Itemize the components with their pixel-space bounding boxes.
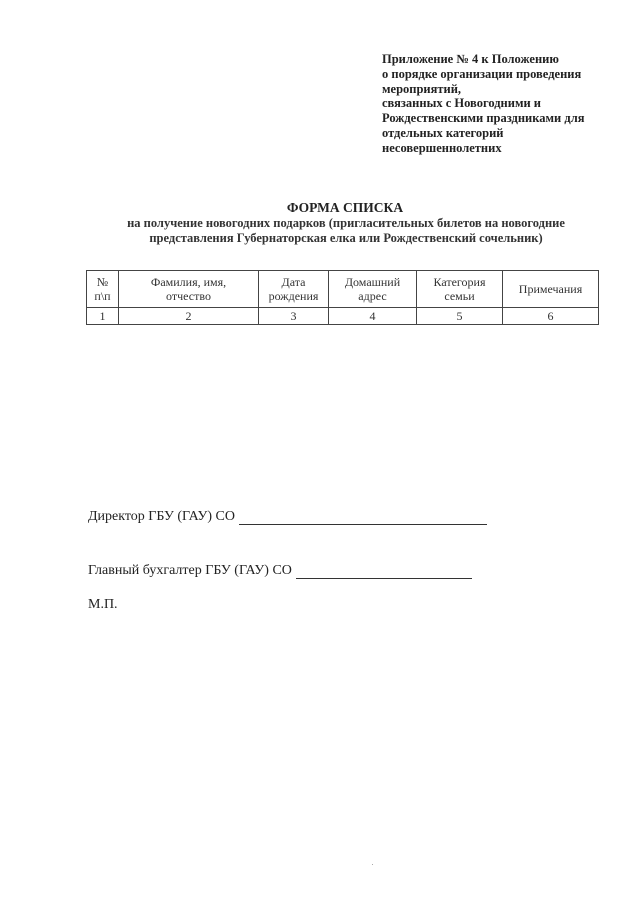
form-title: ФОРМА СПИСКА	[286, 200, 404, 215]
header-number	[87, 271, 119, 308]
header-fullname-line2: отчество	[166, 289, 211, 303]
header-fullname-line1: Фамилия, имя,	[150, 275, 227, 289]
director-signature-row	[88, 509, 487, 525]
appendix-line: связанных с Новогодними и	[382, 96, 541, 111]
accountant-signature-line	[296, 564, 472, 579]
form-subtitle-line: представления Губернаторская елка или Рождественский сочельник)	[149, 231, 543, 245]
form-subtitle	[80, 216, 612, 246]
director-signature-line	[239, 510, 487, 525]
header-category	[417, 271, 503, 308]
table-header-row	[87, 271, 599, 308]
scan-speck	[372, 864, 373, 865]
appendix-line: Приложение № 4 к Положению	[382, 52, 559, 66]
appendix-line: о порядке организации проведения	[382, 66, 582, 81]
table-row	[87, 308, 599, 325]
director-label: Директор ГБУ (ГАУ) СО	[88, 509, 235, 524]
header-address-line1: Домашний	[344, 275, 401, 289]
header-notes-line1: Примечания	[518, 282, 583, 296]
column-number-cell: 6	[503, 308, 599, 325]
column-number-cell: 1	[87, 308, 119, 325]
header-birthdate-line1: Дата	[281, 275, 306, 289]
appendix-line: мероприятий,	[382, 81, 462, 96]
header-fullname	[119, 271, 259, 308]
column-number-cell: 3	[259, 308, 329, 325]
column-number-cell: 4	[329, 308, 417, 325]
header-notes	[503, 271, 599, 308]
header-birthdate	[259, 271, 329, 308]
header-category-line2: семьи	[444, 289, 475, 303]
appendix-line: несовершеннолетних	[382, 140, 502, 155]
accountant-signature-row	[88, 563, 472, 579]
form-subtitle-line: на получение новогодних подарков (пригласительных билетов на новогодние	[127, 216, 565, 230]
header-number-line2: п\п	[94, 289, 111, 303]
list-table	[86, 270, 599, 325]
appendix-line: Рождественскими праздниками для	[382, 111, 585, 126]
header-birthdate-line2: рождения	[268, 289, 319, 303]
header-number-line1: №	[96, 275, 109, 289]
column-number-cell: 5	[417, 308, 503, 325]
header-address	[329, 271, 417, 308]
column-number-cell: 2	[119, 308, 259, 325]
header-address-line2: адрес	[358, 289, 387, 303]
header-category-line1: Категория	[433, 275, 486, 289]
stamp-place-label: М.П.	[88, 597, 118, 612]
accountant-label: Главный бухгалтер ГБУ (ГАУ) СО	[88, 563, 292, 578]
appendix-note	[382, 52, 612, 156]
appendix-line: отдельных категорий	[382, 125, 504, 140]
